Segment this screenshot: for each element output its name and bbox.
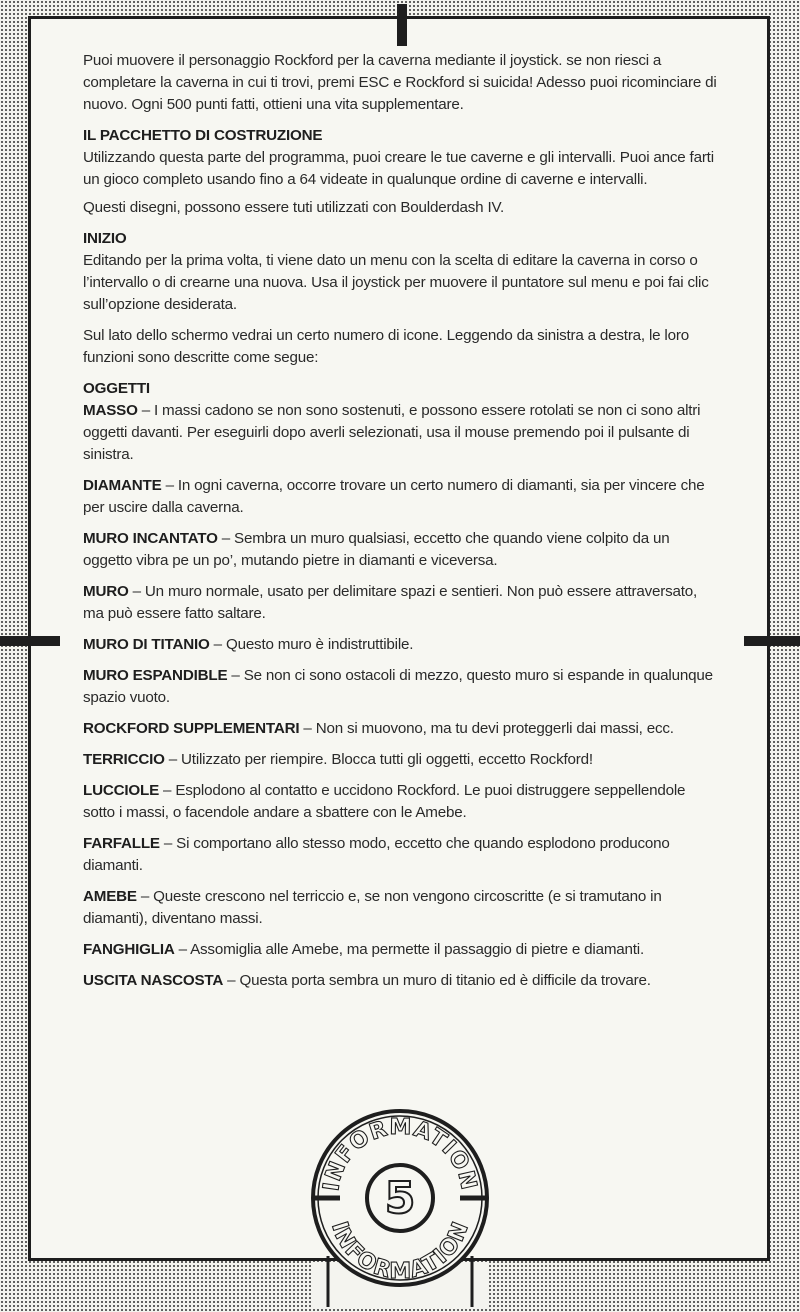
object-item: FANGHIGLIA – Assomiglia alle Amebe, ma permette il passaggio di pietre e diamanti. [83,941,644,958]
object-desc: Utilizzato per riempire. Blocca tutti gli oggetti, eccetto Rockford! [181,751,593,768]
object-item: AMEBE – Queste crescono nel terriccio e, se non vengono circoscritte (e si tramutano in diamanti), diventano massi. [83,888,662,927]
object-desc: Sembra un muro qualsiasi, eccetto che quando viene colpito da un oggetto vibra pe un po’, mutando pietre in diamanti e viceversa. [83,530,670,569]
object-term: MURO ESPANDIBLE [83,667,228,684]
object-item: TERRICCIO – Utilizzato per riempire. Blocca tutti gli oggetti, eccetto Rockford! [83,751,593,768]
heading-objects: OGGETTI [83,380,150,397]
start-paragraph-1: Editando per la prima volta, ti viene dato un menu con la scelta di editare la caverna in corso o l’intervallo o di crearne una nuova. Usa il joystick per muovere il puntatore sul menu e poi fai clic sull’opzione desiderata. [83,252,709,313]
object-item: USCITA NASCOSTA – Questa porta sembra un muro di titanio ed è difficile da trovare. [83,972,651,989]
information-badge-graphic [310,1106,490,1307]
object-desc: Queste crescono nel terriccio e, se non vengono circoscritte (e si tramutano in diamanti), diventano massi. [83,888,662,927]
object-desc: Esplodono al contatto e uccidono Rockford. Le puoi distruggere seppellendole sotto i massi, o facendole andare a sbattere con le Amebe. [83,782,686,821]
object-term: MURO [83,583,129,600]
start-paragraph-2: Sul lato dello schermo vedrai un certo numero di icone. Leggendo da sinistra a destra, le loro funzioni sono descritte come segue: [83,327,689,366]
object-term: FARFALLE [83,835,160,852]
object-desc: I massi cadono se non sono sostenuti, e possono essere rotolati se non ci sono altri oggetti davanti. Per eseguirli dopo averli selezionati, usa il mouse premendo poi il pulsante di sinistra. [83,402,701,463]
object-term: ROCKFORD SUPPLEMENTARI [83,720,300,737]
construction-kit-paragraph-1: Utilizzando questa parte del programma, puoi creare le tue caverne e gli intervalli. Puoi ance farti un gioco completo usando fino a 64 videate in qualunque ordine di caverne e intervalli. [83,149,714,188]
badge-number: 5 [384,1173,416,1224]
object-desc: Questa porta sembra un muro di titanio ed è difficile da trovare. [239,972,651,989]
object-term: MURO DI TITANIO [83,636,210,653]
object-desc: Si comportano allo stesso modo, eccetto che quando esplodono producono diamanti. [83,835,670,874]
badge-text-bottom: INFORMATION [326,1217,475,1285]
object-item: MURO DI TITANIO – Questo muro è indistruttibile. [83,636,414,653]
object-item: LUCCIOLE – Esplodono al contatto e uccidono Rockford. Le puoi distruggere seppellendole sotto i massi, o facendole andare a sbattere con le Amebe. [83,782,686,821]
top-tick [397,4,407,46]
object-item: MURO – Un muro normale, usato per delimitare spazi e sentieri. Non può essere attraversato, ma può essere fatto saltare. [83,583,698,622]
object-desc: Questo muro è indistruttibile. [225,636,414,653]
object-desc: Non si muovono, ma tu devi proteggerli dai massi, ecc. [315,720,674,737]
document-text [83,50,719,1001]
intro-paragraph: Puoi muovere il personaggio Rockford per la caverna mediante il joystick. se non riesci a completare la caverna in cui ti trovi, premi ESC e Rockford si suicida! Adesso puoi ricominciare di nuovo. Ogni 500 punti fatti, ottieni una vita supplementare. [83,52,717,113]
object-term: DIAMANTE [83,477,162,494]
heading-construction-kit: IL PACCHETTO DI COSTRUZIONE [83,127,323,144]
object-desc: Un muro normale, usato per delimitare spazi e sentieri. Non può essere attraversato, ma può essere fatto saltare. [83,583,698,622]
object-term: USCITA NASCOSTA [83,972,224,989]
construction-kit-paragraph-2: Questi disegni, possono essere tuti utilizzati con Boulderdash IV. [83,199,505,216]
object-term: MASSO [83,402,138,419]
information-badge [310,1106,490,1307]
right-tick [744,636,800,646]
object-item: MURO INCANTATO – Sembra un muro qualsiasi, eccetto che quando viene colpito da un oggetto vibra pe un po’, mutando pietre in diamanti e viceversa. [83,530,670,569]
object-item: MASSO – I massi cadono se non sono sostenuti, e possono essere rotolati se non ci sono altri oggetti davanti. Per eseguirli dopo averli selezionati, usa il mouse premendo poi il pulsante di sinistra. [83,402,701,463]
object-desc: Assomiglia alle Amebe, ma permette il passaggio di pietre e diamanti. [190,941,644,958]
object-term: MURO INCANTATO [83,530,218,547]
object-item: ROCKFORD SUPPLEMENTARI – Non si muovono, ma tu devi proteggerli dai massi, ecc. [83,720,674,737]
object-term: LUCCIOLE [83,782,160,799]
object-item: DIAMANTE – In ogni caverna, occorre trovare un certo numero di diamanti, sia per vincere che per uscire dalla caverna. [83,477,705,516]
object-term: AMEBE [83,888,137,905]
object-term: FANGHIGLIA [83,941,175,958]
object-desc: Se non ci sono ostacoli di mezzo, questo muro si espande in qualunque spazio vuoto. [83,667,713,706]
badge-text-top: INFORMATION [319,1114,482,1193]
object-item: FARFALLE – Si comportano allo stesso modo, eccetto che quando esplodono producono diamanti. [83,835,670,874]
heading-start: INIZIO [83,230,127,247]
left-tick [0,636,60,646]
object-term: TERRICCIO [83,751,165,768]
object-desc: In ogni caverna, occorre trovare un certo numero di diamanti, sia per vincere che per uscire dalla caverna. [83,477,705,516]
object-item: MURO ESPANDIBLE – Se non ci sono ostacoli di mezzo, questo muro si espande in qualunque spazio vuoto. [83,667,713,706]
